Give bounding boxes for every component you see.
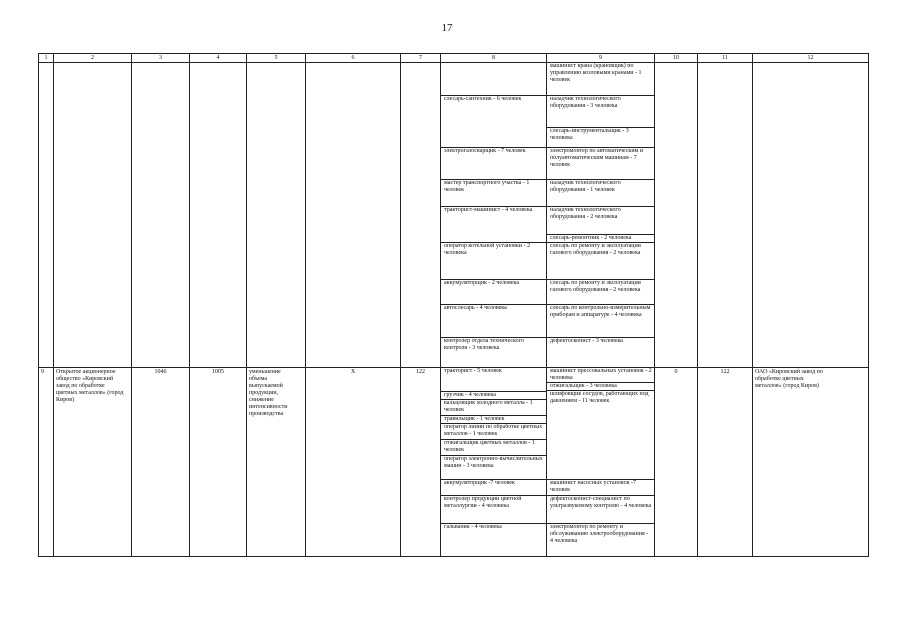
table-rule [868,53,869,557]
list-item: грузчик - 4 человека [441,392,546,400]
list-item: шлифовщик сосудов, работающих под давлением - 11 человек [547,391,654,480]
table-header-cell: 10 [673,55,679,61]
table-header-cell: 6 [351,55,355,61]
table-header-cell: 2 [91,55,94,61]
list-item: слесарь по ремонту и эксплуатации газового оборудования - 2 человека [547,280,654,305]
table-header-cell: 8 [492,55,495,61]
table-header-cell: 7 [419,55,422,61]
table-header-cell: 4 [216,55,220,61]
list-item: отжигальщик цветных металлов - 1 человек [441,440,546,456]
table-cell: Х [350,369,356,375]
list-item: наладчик технологического оборудования - 2 человека [547,207,654,235]
list-item: машинист насосных установок -7 человек [547,480,654,496]
list-item: слесарь-инструментальщик - 3 человека [547,128,654,148]
table-rule [654,53,655,557]
list-item: аккумуляторщик - 2 человека [441,280,546,305]
table-rule [131,53,132,557]
new-employer-name: ОАО «Кировский завод по обработке цветных металлов» (город Киров) [755,369,823,389]
table-rule [38,53,39,557]
table-cell-empty [441,63,546,96]
table-header-cell: 11 [722,55,728,61]
list-item: мастер транспортного участка - 1 человек [441,180,546,207]
table-rule [53,53,54,557]
list-item: автослесарь - 4 человека [441,305,546,338]
list-item: оператор котельной установки - 2 человека [441,243,546,280]
list-item: оператор линии по обработке цветных металлов - 1 человек [441,424,546,440]
list-item: контролер отдела технического контроля - 3 человека [444,338,524,351]
table-header-cell: 12 [807,55,814,61]
reason-text: уменьшение объема выпускаемой продукции, снижение интенсивности производства [249,369,288,417]
list-item: тракторист-машинист - 4 человека [441,207,546,243]
table-rule [752,53,753,557]
list-item: тракторист - 5 человек [441,368,546,392]
table-header-cell: 9 [599,55,602,61]
table-rule [305,53,306,557]
list-item: слесарь-ремонтник - 2 человека [547,235,654,243]
list-item: аккумуляторщик -7 человек [441,480,546,496]
list-item: слесарь по ремонту и эксплуатации газового оборудования - 2 человека [547,243,654,280]
table-header-cell: 3 [159,55,162,61]
list-item: слесарь по контрольно-измерительным приборам и аппаратуре - 4 человека [547,305,654,338]
list-item: дефектоскопист - 3 человека [550,338,623,344]
list-item: оператор электронно-вычислительных машин - 3 человека [441,456,546,480]
table-rule [400,53,401,557]
table-rule [246,53,247,557]
list-item: электрогазосварщик - 7 человек [441,148,546,180]
table-cell: 1005 [212,369,224,375]
list-item: слесарь-сантехник - 6 человек [441,96,546,148]
list-item: гальваник - 4 человека [444,524,502,530]
list-item: электромонтер по ремонту и обслуживанию электрооборудования - 4 человека [550,524,649,544]
list-item: машинист крана (крановщик) по управлению козловыми кранами - 1 человек [547,63,654,96]
table-header-cell: 5 [274,55,278,61]
list-item: машинист прессовальных установок - 2 человека [547,368,654,383]
table-cell: 1046 [154,369,167,375]
table-rule [697,53,698,557]
table-rule [189,53,190,557]
page-number: 17 [441,22,453,34]
organization-name: Открытое акционерное общество «Кировский завод по обработке цветных металлов» (город Киров) [56,369,124,403]
table-cell: 122 [720,369,730,375]
table-header-cell: 1 [44,55,48,61]
list-item: вальцовщик холодного металла - 1 человек [441,400,546,416]
list-item: электромонтер по автоматическим и полуавтоматическим машинам - 7 человек [547,148,654,180]
table-cell: 122 [416,369,425,375]
list-item: отжигальщик - 3 человека [547,383,654,391]
list-item: наладчик технологического оборудования - 1 человек [547,180,654,207]
list-item: травильщик - 1 человек [441,416,546,424]
table-cell: 0 [674,369,678,375]
row-number: 9 [41,369,44,375]
table-rule [38,556,869,557]
list-item: дефектоскопист-специалист по ультразвуковому контролю - 4 человека [547,496,654,524]
list-item: контролер продукции цветной металлургии - 4 человека [441,496,546,524]
list-item: наладчик технологического оборудования - 3 человека [547,96,654,128]
